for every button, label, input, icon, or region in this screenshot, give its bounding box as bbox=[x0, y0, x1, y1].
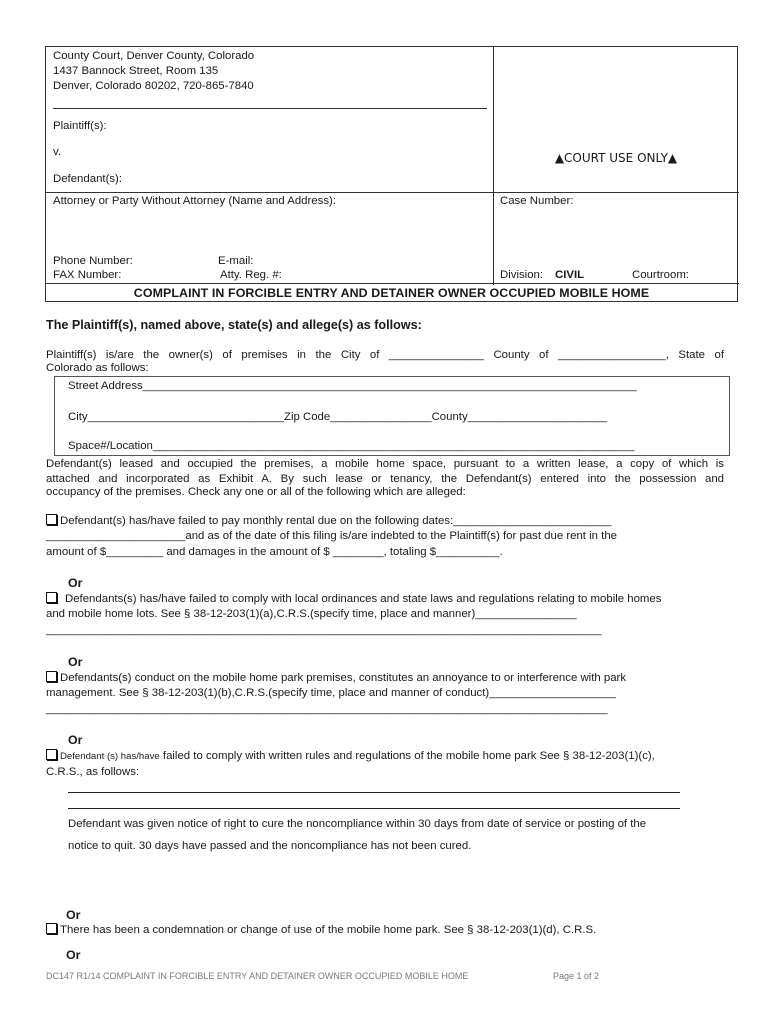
footer-form-id: DC147 R1/14 COMPLAINT IN FORCIBLE ENTRY AND DETAINER OWNER OCCUPIED MOBILE HOME bbox=[46, 971, 469, 981]
form-title: COMPLAINT IN FORCIBLE ENTRY AND DETAINER OWNER OCCUPIED MOBILE HOME bbox=[133, 286, 650, 300]
conduct-option bbox=[46, 671, 626, 684]
intro-heading: The Plaintiff(s), named above, state(s) and allege(s) as follows: bbox=[46, 318, 422, 332]
caption-divider-vertical bbox=[493, 47, 494, 285]
ordinance-line2: and mobile home lots. See § 38-12-203(1)(a),C.R.S.(specify time, place and manner)________________ bbox=[46, 608, 577, 620]
ordinance-option bbox=[46, 592, 661, 605]
conduct-line3[interactable]: _____________________________________________________________________________________________ bbox=[46, 703, 608, 715]
plaintiff-label: Plaintiff(s): bbox=[53, 120, 107, 132]
case-number-label: Case Number: bbox=[500, 195, 574, 207]
division-label: Division: bbox=[500, 269, 544, 281]
lease-line3: occupancy of the premises. Check any one or all of the following which are alleged: bbox=[46, 486, 466, 498]
defendant-label: Defendant(s): bbox=[53, 173, 123, 185]
rent-line3: amount of $_________ and damages in the amount of $ ________, totaling $__________. bbox=[46, 546, 503, 558]
rules-checkbox[interactable] bbox=[46, 749, 57, 760]
rules-option bbox=[46, 749, 655, 762]
ordinance-line3[interactable]: ____________________________________________________________________________________________ bbox=[46, 624, 602, 636]
rules-prefix: Defendant (s) has/have bbox=[60, 751, 160, 762]
or-label: Or bbox=[66, 908, 81, 922]
conduct-line2: management. See § 38-12-203(1)(b),C.R.S.(specify time, place and manner of conduct)____________________ bbox=[46, 687, 616, 699]
or-label: Or bbox=[68, 576, 83, 590]
email-label: E-mail: bbox=[218, 255, 254, 267]
division-value: CIVIL bbox=[555, 269, 585, 281]
or-label: Or bbox=[68, 733, 83, 747]
rent-line2: ______________________and as of the date of this filing is/are indebted to the Plaintiff(s) for past due rent in the bbox=[46, 530, 618, 542]
court-separator bbox=[53, 108, 487, 109]
lease-line1: Defendant(s) leased and occupied the premises, a mobile home space, pursuant to a written lease, a copy of which is bbox=[46, 458, 724, 470]
cure-line2: notice to quit. 30 days have passed and the noncompliance has not been cured. bbox=[68, 840, 472, 852]
attorney-label: Attorney or Party Without Attorney (Name and Address): bbox=[53, 195, 336, 207]
atty-reg-label: Atty. Reg. #: bbox=[220, 269, 282, 281]
court-use-only-label: ▲COURT USE ONLY▲ bbox=[554, 151, 678, 165]
court-name: County Court, Denver County, Colorado bbox=[53, 50, 255, 62]
fax-label: FAX Number: bbox=[53, 269, 122, 281]
court-city-phone: Denver, Colorado 80202, 720-865-7840 bbox=[53, 80, 254, 92]
rules-answer-line-1[interactable] bbox=[68, 792, 680, 793]
street-address-field[interactable]: Street Address______________________________________________________________________________ bbox=[68, 380, 637, 392]
footer-page-number: Page 1 of 2 bbox=[553, 971, 600, 981]
court-address: 1437 Bannock Street, Room 135 bbox=[53, 65, 219, 77]
city-zip-county-field[interactable]: City_______________________________Zip Code________________County______________________ bbox=[68, 411, 608, 423]
ordinance-line1: Defendants(s) has/have failed to comply with local ordinances and state laws and regulations relating to mobile homes bbox=[65, 593, 662, 605]
rent-option bbox=[46, 514, 612, 527]
or-label: Or bbox=[68, 655, 83, 669]
space-location-field[interactable]: Space#/Location____________________________________________________________________________ bbox=[68, 440, 635, 452]
condemnation-line: There has been a condemnation or change of use of the mobile home park. See § 38-12-203(1)(d), C.R.S. bbox=[60, 924, 597, 936]
conduct-checkbox[interactable] bbox=[46, 671, 57, 682]
or-label: Or bbox=[66, 948, 81, 962]
condemnation-option bbox=[46, 923, 596, 936]
versus-label: v. bbox=[53, 146, 62, 158]
rent-line1: Defendant(s) has/have failed to pay monthly rental due on the following dates:_________________________ bbox=[60, 515, 612, 527]
caption-divider-1 bbox=[46, 192, 739, 193]
courtroom-label: Courtroom: bbox=[632, 269, 689, 281]
lease-line2: attached and incorporated as Exhibit A. By such lease or tenancy, the Defendant(s) entered into the possession and bbox=[46, 473, 724, 485]
conduct-line1: Defendants(s) conduct on the mobile home park premises, constitutes an annoyance to or interference with park bbox=[60, 672, 627, 684]
cure-line1: Defendant was given notice of right to cure the noncompliance within 30 days from date of service or posting of the bbox=[68, 818, 647, 830]
owner-paragraph-line2: Colorado as follows: bbox=[46, 362, 149, 374]
ordinance-checkbox[interactable] bbox=[46, 592, 57, 603]
rules-line1: failed to comply with written rules and regulations of the mobile home park See § 38-12-203(1)(c), bbox=[159, 750, 655, 762]
owner-paragraph-line1: Plaintiff(s) is/are the owner(s) of premises in the City of _______________ County of _________________, State of bbox=[46, 349, 724, 361]
phone-label: Phone Number: bbox=[53, 255, 133, 267]
condemnation-checkbox[interactable] bbox=[46, 923, 57, 934]
rules-answer-line-2[interactable] bbox=[68, 808, 680, 809]
rules-line2: C.R.S., as follows: bbox=[46, 766, 140, 778]
caption-table bbox=[45, 46, 738, 302]
rent-checkbox[interactable] bbox=[46, 514, 57, 525]
